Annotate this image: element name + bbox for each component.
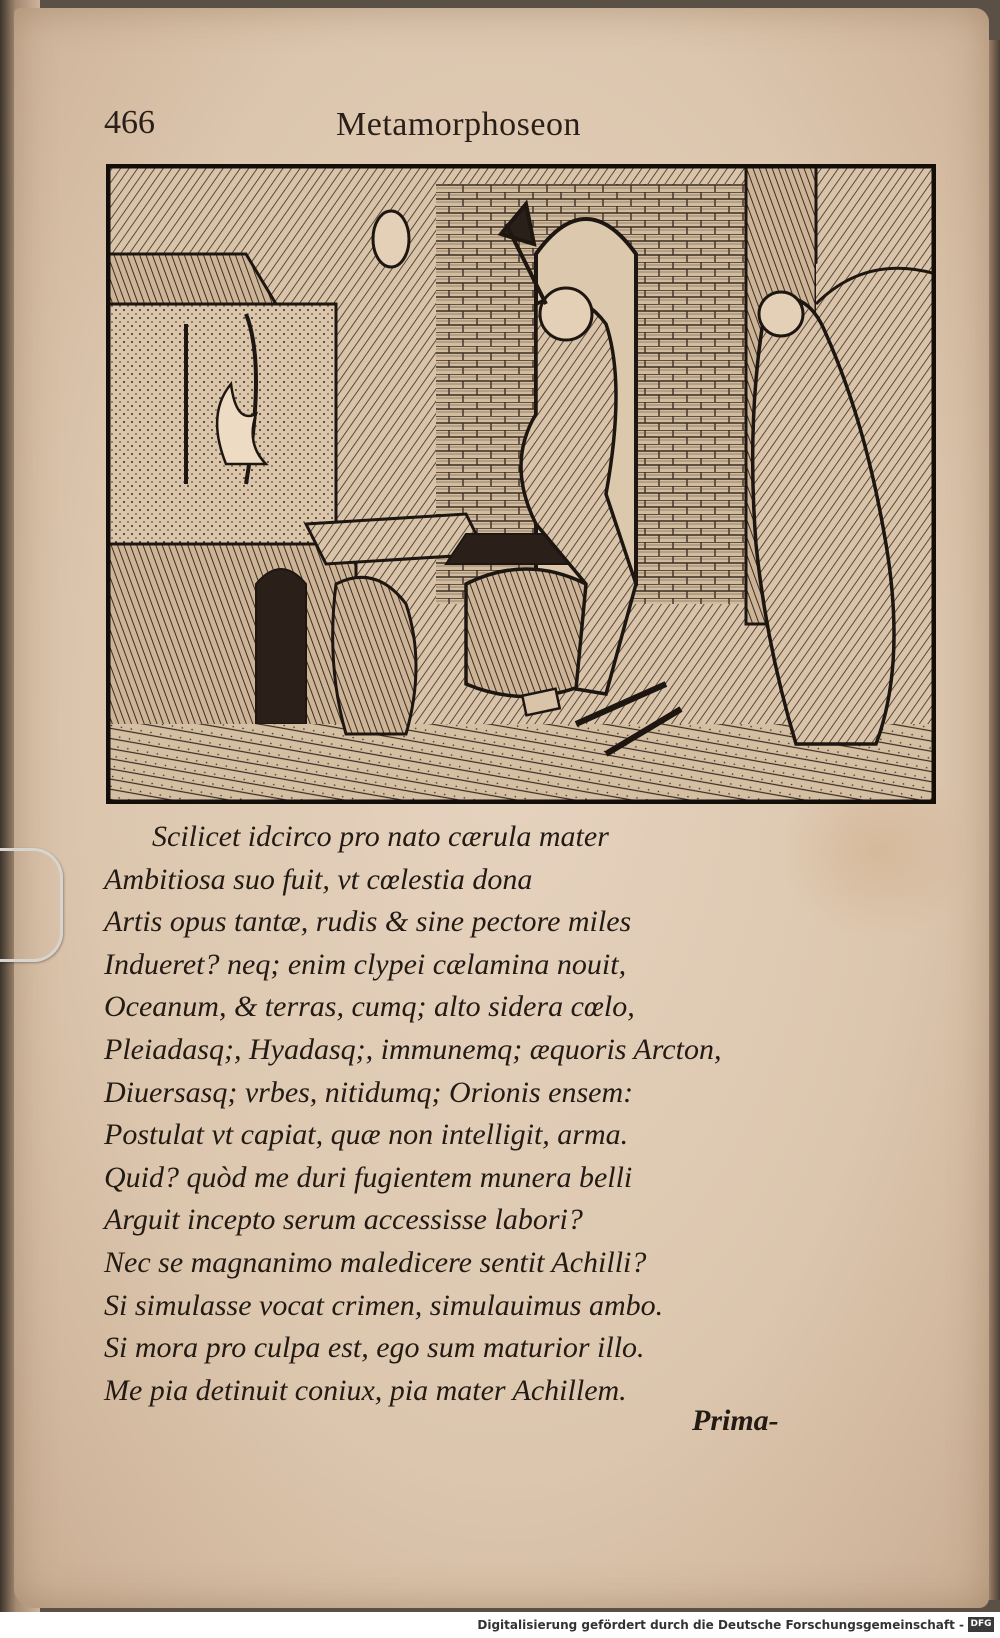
verse-line: Scilicet idcirco pro nato cærula mater	[152, 820, 609, 853]
vulcan-head	[540, 288, 592, 340]
crouching-figure	[333, 577, 416, 734]
verse-line: Quid? quòd me duri fugientem munera belli	[104, 1160, 633, 1194]
funding-credit: Digitalisierung gefördert durch die Deutsche Forschungsgemeinschaft -	[477, 1618, 964, 1632]
verse-line: Pleiadasq;, Hyadasq;, immunemq; æquoris Arcton,	[104, 1032, 722, 1066]
verse-line: Arguit incepto serum accessisse labori?	[104, 1203, 583, 1237]
woodcut-illustration	[106, 164, 936, 804]
verse-line: Ambitiosa suo fuit, vt cœlestia dona	[104, 862, 533, 896]
running-title: Metamorphoseon	[336, 106, 581, 143]
verse-line: Artis opus tantæ, rudis & sine pectore miles	[104, 905, 632, 939]
forge-hood	[106, 254, 276, 304]
catchword: Prima-	[692, 1404, 779, 1437]
anvil-block	[466, 569, 586, 697]
verse-line: Postulat vt capiat, quæ non intelligit, arma.	[104, 1118, 629, 1152]
thetis-head	[759, 292, 803, 336]
verse-line: Si simulasse vocat crimen, simulauimus ambo.	[104, 1288, 664, 1322]
verse-line: Me pia detinuit coniux, pia mater Achillem.	[104, 1373, 627, 1407]
hearth-opening	[256, 569, 306, 724]
verse-lines	[104, 816, 824, 1412]
verse-line: Oceanum, & terras, cumq; alto sidera cœlo,	[104, 990, 635, 1024]
dfg-logo: DFG	[968, 1617, 994, 1632]
verse-line: Diuersasq; vrbes, nitidumq; Orionis ensem:	[104, 1075, 634, 1109]
page-number: 466	[104, 104, 155, 141]
verse-line: Nec se magnanimo maledicere sentit Achilli?	[104, 1245, 647, 1279]
verse-line: Indueret? neq; enim clypei cælamina nouit,	[104, 947, 627, 981]
round-window	[373, 211, 409, 267]
verse-line: Si mora pro culpa est, ego sum maturior illo.	[104, 1331, 645, 1365]
paper-clip	[0, 848, 63, 962]
